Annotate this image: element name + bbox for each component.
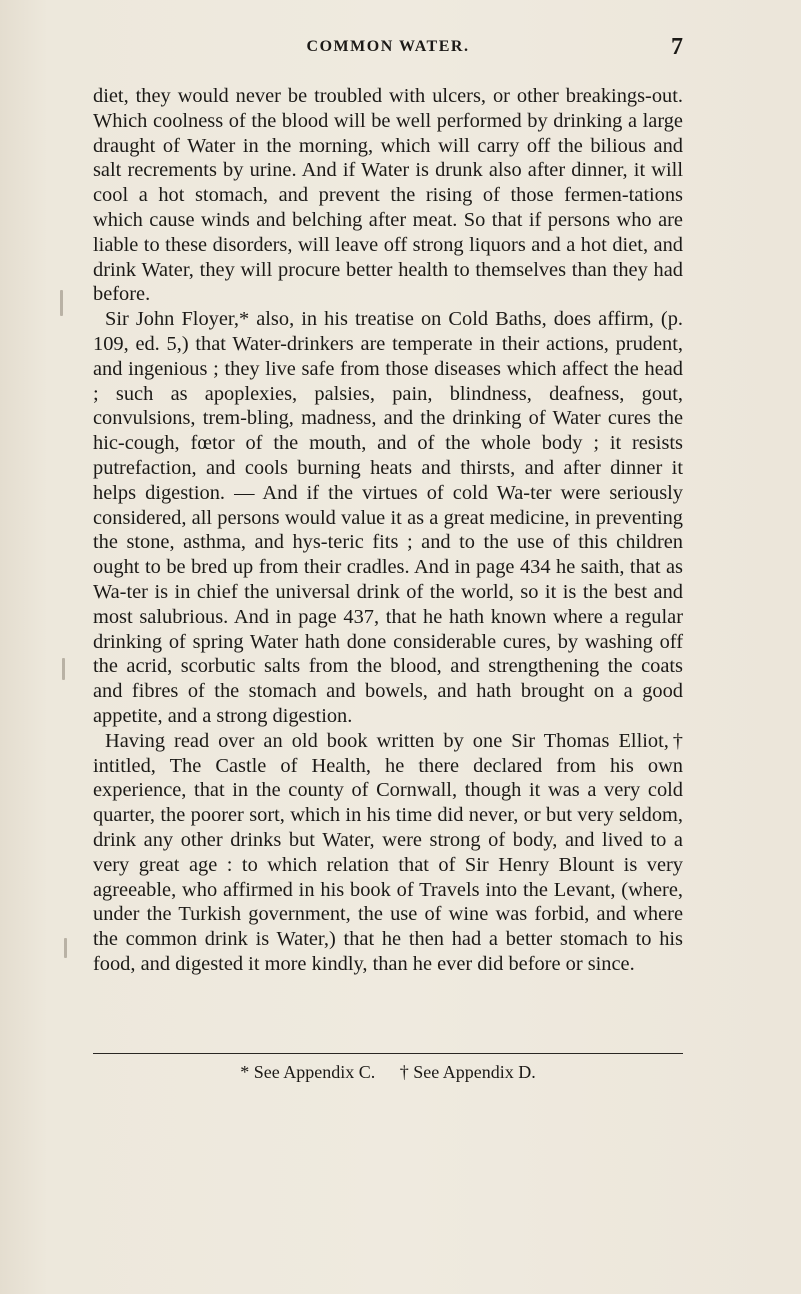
margin-mark: [62, 658, 65, 680]
paragraph-1: diet, they would never be troubled with ulcers, or other breakings-out. Which coolness of the blood will be well performed by drinking a large draught of Water in the morning, which will carry off the bilious and salt recrements by urine. And if Water is drunk also after dinner, it will cool a hot stomach, and prevent the rising of those fermen-tations which cause winds and belching after meat. So that if persons who are liable to these disorders, will leave off strong liquors and a hot diet, and drink Water, they will procure better health to themselves than they had before.: [93, 85, 683, 306]
paragraph-2: Sir John Floyer,* also, in his treatise on Cold Baths, does affirm, (p. 109, ed. 5,) that Water-drinkers are temperate in their actions, prudent, and ingenious ; they live safe from those diseases which affect the head ; such as apoplexies, palsies, pain, blindness, deafness, gout, convulsions, trem-bling, madness, and the drinking of Water cures the hic-cough, fœtor of the mouth, and of the whole body ; it resists putrefaction, and cools burning heats and thirsts, and after dinner it helps digestion. — And if the virtues of cold Wa-ter were seriously considered, all persons would value it as a great medicine, in preventing the stone, asthma, and hys-teric fits ; and to the use of this children ought to be bred up from their cradles. And in page 434 he saith, that as Wa-ter is in chief the universal drink of the world, so it is the best and most salubrious. And in page 437, that he hath known where a regular drinking of spring Water hath done considerable cures, by washing off the acrid, scorbutic salts from the blood, and strengthening the coats and fibres of the stomach and bowels, and hath brought on a good appetite, and a strong digestion.: [93, 308, 683, 727]
footnote-d: † See Appendix D.: [399, 1062, 536, 1082]
footnote-c: * See Appendix C.: [240, 1062, 376, 1082]
paragraph-3: Having read over an old book written by one Sir Thomas Elliot,† intitled, The Castle of Health, he there declared from his own experience, that in the county of Cornwall, though it was a very cold quarter, the poorer sort, which in his time did never, or but very seldom, drink any other drinks but Water, were strong of body, and lived to a very great age : to which relation that of Sir Henry Blount is very agreeable, who affirmed in his book of Travels into the Levant, (where, under the Turkish government, the use of wine was forbid, and where the common drink is Water,) that he then had a better stomach to his food, and digested it more kindly, than he ever did before or since.: [93, 729, 683, 975]
footnotes: [93, 1061, 683, 1083]
footnote-rule: [93, 1053, 683, 1054]
running-title: COMMON WATER.: [306, 38, 470, 55]
running-head: [93, 36, 683, 62]
margin-mark: [60, 290, 63, 316]
body-text: [93, 84, 683, 977]
page-number: 7: [671, 34, 683, 60]
margin-mark: [64, 938, 67, 958]
